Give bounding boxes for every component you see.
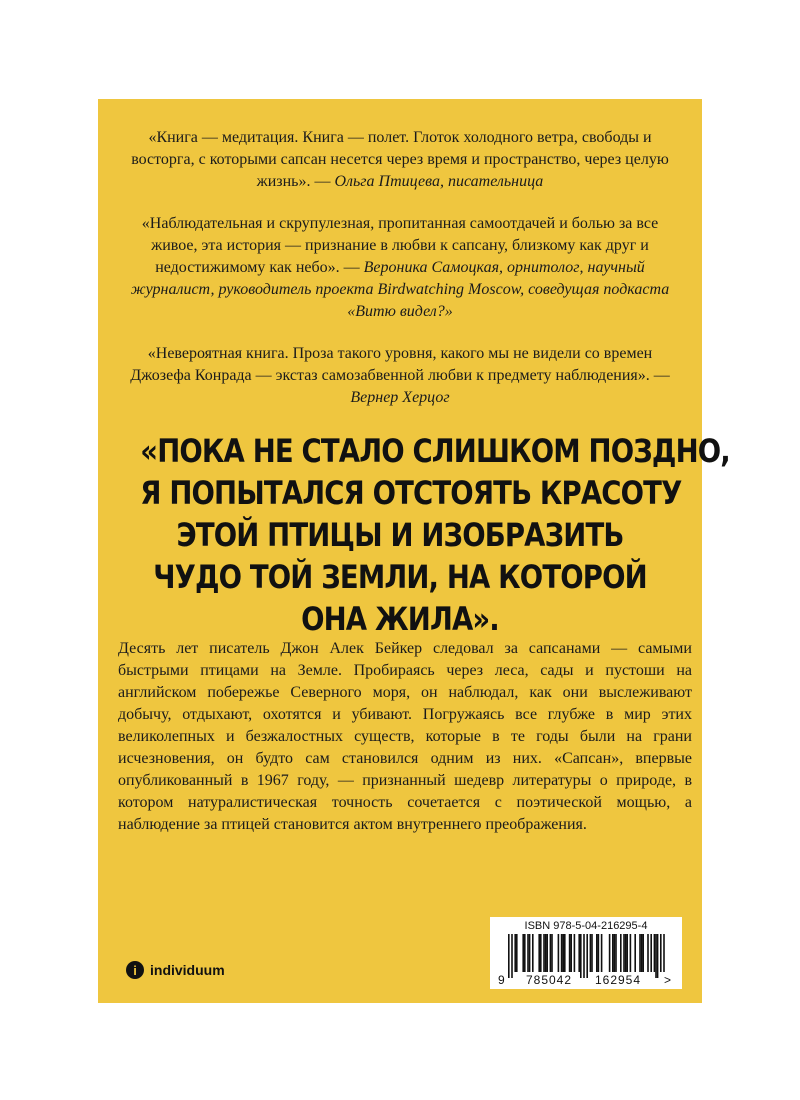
barcode-digit-first: 9 [498,973,505,986]
barcode-bar [527,934,529,972]
barcode-bar [538,934,540,972]
headline-line: ОНА ЖИЛА». [301,600,499,638]
barcode-bar [570,934,572,972]
barcode-bar [514,934,516,972]
headline-line: Я ПОПЫТАЛСЯ ОТСТОЯТЬ КРАСОТУ [140,474,682,512]
barcode-bar [545,934,547,972]
barcode-bar [562,934,564,972]
isbn-label: ISBN 978-5-04-216295-4 [524,920,648,932]
barcode-bar [650,934,652,972]
barcode-bar [642,934,644,972]
barcode-bar [508,934,510,978]
barcode-bar [564,934,566,972]
barcode-bar [522,934,524,972]
barcode-bar [543,934,545,972]
barcode-bar [578,934,580,972]
barcode-bar [558,934,560,972]
book-back-cover [98,99,730,1003]
barcode-bar [615,934,617,972]
barcode-bar [634,934,636,972]
book-description: Десять лет писатель Джон Алек Бейкер следовал за сапсанами — самыми быстрыми птицами на Земле. Пробираясь через леса, сады и пустоши на английском побережье Северного моря, он наблюдал, как они выслеживают добычу, отдыхают, охотятся и убивают. Погружаясь все глубже в мир этих великолепных и безжалостных существ, которые в те годы были на грани исчезновения, он будто сам становился одним из них. «Сапсан», впервые опубликованный в 1967 году, — признанный шедевр литературы о природе, в котором натуралистическая точность сочетается с поэтической мощью, а наблюдение за птицей становится актом внутреннего преображения. [118,640,692,833]
review-quote: «Книга — медитация. Книга — полет. Глоток холодного ветра, свободы и восторга, с которыми сапсан несется через время и пространство, через целую жизнь». — Ольга Птицева, писательница [131,129,669,190]
barcode-bar [540,934,542,972]
barcode-bar [626,934,628,972]
barcode-bar [630,934,632,972]
barcode-bar [532,934,534,972]
barcode-bar [561,934,563,972]
barcode-bar [546,934,548,972]
barcode-digits-right: 162954 [594,973,642,986]
headline-line: ЭТОЙ ПТИЦЫ И ИЗОБРАЗИТЬ [176,516,624,554]
barcode-arrow: > [664,973,672,986]
barcode-bar [596,934,598,972]
review-quote: «Невероятная книга. Проза такого уровня, какого мы не видели со времен Джозефа Конрада — экстаз самозабвенной любви к предмету наблюдения». —Вернер Херцог [130,345,670,406]
barcode-bar [551,934,553,972]
barcode-bar [647,934,649,972]
barcode-bar [511,934,513,978]
headline-line: «ПОКА НЕ СТАЛО СЛИШКОМ ПОЗДНО, [140,432,730,470]
barcode-digits-left: 785042 [525,973,573,986]
barcode-bar [641,934,643,972]
barcode-bar [516,934,518,972]
barcode-bar [625,934,627,972]
quote-author: Ольга Птицева, писательница [334,173,544,190]
barcode-bar [590,934,592,972]
quote-author: Вероника Самоцкая, орнитолог, научный журналист, руководитель проекта Birdwatching Moscow, соведущая подкаста «Витю видел?» [130,259,670,320]
publisher-logo [126,961,225,979]
barcode-bar [591,934,593,972]
barcode-bar [663,934,665,972]
barcode-bar [657,934,659,978]
barcode-bar [639,934,641,972]
barcode-bar [620,934,622,972]
info-i-icon: i [126,961,144,979]
barcode-bar [612,934,614,972]
barcode-bar [614,934,616,972]
barcode-icon [496,934,676,986]
barcode-bar [655,934,657,978]
publisher-name: individuum [150,962,225,978]
barcode-bar [569,934,571,972]
review-quote: «Наблюдательная и скрупулезная, пропитанная самоотдачей и болью за все живое, эта история — признание в любви к сапсану, близкому как друг и недостижимому как небо». — Вероника Самоцкая, орнитолог, научный журналист, руководитель проекта Birdwatching Moscow, соведущая подкаста «Витю видел?» [130,215,670,320]
barcode-bar [623,934,625,972]
barcode-bar [601,934,603,972]
barcode-bar [529,934,531,972]
barcode-bar [654,934,656,972]
barcode-bar [574,934,576,972]
review-quotes [126,127,674,429]
barcode-bar [580,934,582,978]
headline-quote [140,430,730,640]
quote-author: Вернер Херцог [350,389,450,406]
barcode-bar [660,934,662,972]
barcode-bar [609,934,611,972]
barcode-bar [550,934,552,972]
barcode-bar [524,934,526,972]
barcode-bar [586,934,588,978]
headline-line: ЧУДО ТОЙ ЗЕМЛИ, НА КОТОРОЙ [153,558,647,596]
isbn-barcode-block [490,917,682,989]
barcode-bar [583,934,585,978]
barcode-bar [598,934,600,972]
